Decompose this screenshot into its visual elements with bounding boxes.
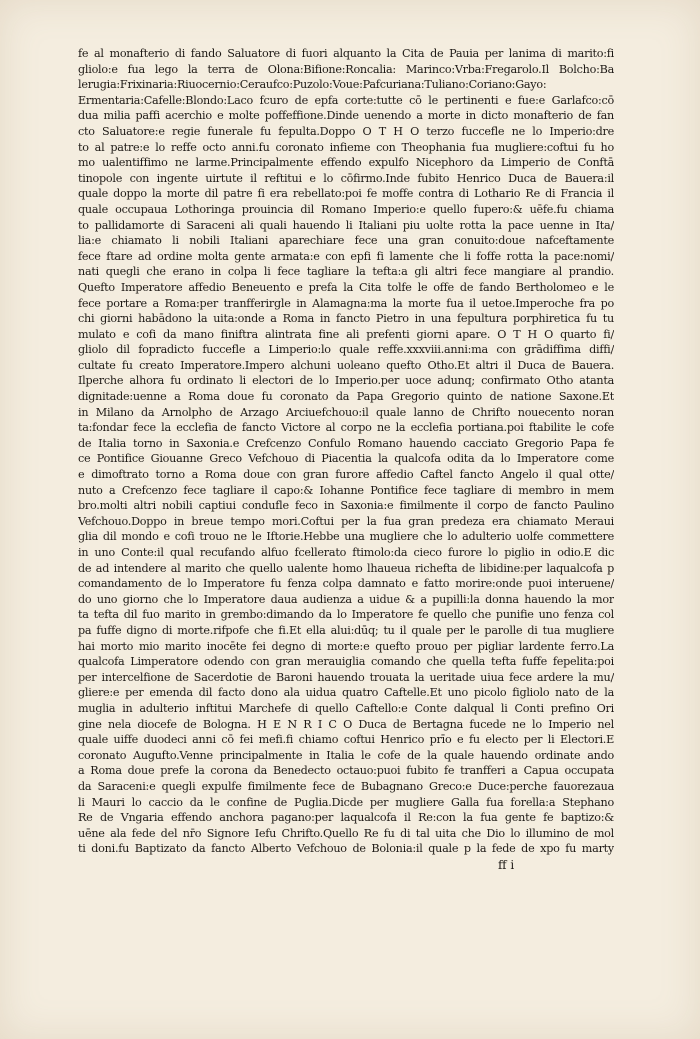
text-line: dignitade:uenne a Roma doue fu coronato da Papa Gregorio quinto de natione Saxone.Et <box>78 390 614 404</box>
text-line: to pallidamorte di Saraceni ali quali hauendo li Italiani piu uolte rotta la pace uenne in Ita/ <box>78 218 614 232</box>
text-line: in uno Conte:il qual recufando alfuo fcellerato ftimolo:da cieco furore lo piglio in odio.E dic <box>78 546 614 559</box>
text-line: de Italia torno in Saxonia.e Crefcenzo Confulo Romano hauendo cacciato Gregorio Papa fe <box>78 436 614 450</box>
text-line: fece portare a Roma:per tranfferirgle in Alamagna:ma la morte fua il uetoe.Imperoche fra po <box>78 296 614 310</box>
text-line: da Saraceni:e quegli expulfe fimilmente fece de Bubagnano Greco:e Duce:perche fauorezaua <box>78 779 614 793</box>
text-line: in Milano da Arnolpho de Arzago Arciuefchouo:il quale lanno de Chrifto nouecento noran <box>78 405 614 419</box>
text-line: gliolo dil fopradicto fuccefle a Limperio:lo quale reffe.xxxviii.anni:ma con grādiffima diffi/ <box>78 343 614 357</box>
text-line: gine nela diocefe de Bologna. H E N R I C O Duca de Bertagna fucede ne lo Imperio nel <box>78 717 614 731</box>
text-line: gliere:e per emenda dil facto dono ala uidua quatro Caftelle.Et uno picolo figliolo nato de la <box>78 686 614 700</box>
text-line: qualcofa Limperatore odendo con gran merauiglia comando che quella tefta fuffe fepelita:poi <box>78 655 614 669</box>
text-block <box>78 46 614 857</box>
text-line: ce Pontifice Giouanne Greco Vefchouo di Piacentia la qualcofa odita da lo Imperatore come <box>78 452 614 466</box>
text-line: tinopole con ingente uirtute il reftitui e lo cōfirmo.Inde fubito Henrico Duca de Bauera:il <box>78 171 614 185</box>
text-line: nuto a Crefcenzo fece tagliare il capo:& Iohanne Pontifice fece tagliare di membro in mem <box>78 483 614 497</box>
text-line: Vefchouo.Doppo in breue tempo mori.Coftui per la fua gran predeza era chiamato Meraui <box>78 514 614 528</box>
text-line: ta tefta dil fuo marito in grembo:dimando da lo Imperatore fe quello che punifie uno fenza col <box>78 608 614 622</box>
text-line: Quefto Imperatore affedio Beneuento e prefa la Cita tolfe le offe de fando Bertholomeo e le <box>78 280 614 294</box>
text-line: fece ftare ad ordine molta gente armata:e con epfi fi lamente che li foffe rotta la pace:nomi/ <box>78 249 614 263</box>
text-line: mo ualentiffimo ne larme.Principalmente effendo expulfo Nicephoro da Limperio de Conftā <box>78 156 614 170</box>
text-line: per intercelfione de Sacerdotie de Baroni hauendo trouata la ueritade uiua fece ardere la mu/ <box>78 670 614 684</box>
text-line: nati quegli che erano in colpa li fece tagliare la tefta:a gli altri fece mangiare al prandio. <box>78 265 614 279</box>
text-line: muglia in adulterio inftitui Marchefe di quello Caftello:e Conte dalqual li Conti prefino Ori <box>78 701 614 715</box>
text-line: glia dil mondo e cofi trouo ne le Iftorie.Hebbe una mugliere che lo adulterio uolfe commettere <box>78 530 614 544</box>
text-line: quale occupaua Lothoringa prouincia dil Romano Imperio:e quello fupero:& uēfe.fu chiama <box>78 202 614 216</box>
text-line: e dimoftrato torno a Roma doue con gran furore affedio Caftel fancto Angelo il qual otte/ <box>78 468 614 482</box>
text-line: lia:e chiamato li nobili Italiani aparechiare fece una gran conuito:doue nafceftamente <box>78 234 614 248</box>
text-line: cultate fu creato Imperatore.Impero alchuni uoleano quefto Otho.Et altri il Duca de Bauera. <box>78 358 614 372</box>
text-line: Ermentaria:Cafelle:Blondo:Laco fcuro de epfa corte:tutte cō le pertinenti e fue:e Garlafco:cō <box>78 93 614 107</box>
text-line: pa fuffe digno di morte.rifpofe che fi.Et ella alui:dūq; tu il quale per le parolle di tua mugliere <box>78 623 614 637</box>
text-line: comandamento de lo Imperatore fu fenza colpa damnato e fatto morire:onde puoi interuene/ <box>78 577 614 591</box>
text-line: a Roma doue prefe la corona da Benedecto octauo:puoi fubito fe tranfferi a Capua occupata <box>78 764 614 778</box>
text-line: do uno giorno che lo Imperatore daua audienza a uidue & a pupilli:la donna hauendo la mor <box>78 592 614 606</box>
text-line: li Mauri lo caccio da le confine de Puglia.Dicde per mugliere Galla fua forella:a Stephano <box>78 795 614 809</box>
text-line: coronato Augufto.Venne principalmente in Italia le cofe de la quale hauendo ordinate ando <box>78 748 614 762</box>
text-line: Re de Vngaria effendo anchora pagano:per laqualcofa il Re:con la fua gente fe baptizo:& <box>78 811 614 825</box>
text-line: fe al monafterio di fando Saluatore di fuori alquanto la Cita de Pauia per lanima di marito:fi <box>78 47 614 60</box>
text-line: lerugia:Frixinaria:Riuocernio:Ceraufco:Puzolo:Voue:Pafcuriana:Tuliano:Coriano:Gayo: <box>78 78 547 92</box>
text-line: bro.molti altri nobili captiui condufle feco in Saxonia:e fimilmente il corpo de fancto Paulino <box>78 499 614 513</box>
signature-mark: ff i <box>498 858 515 872</box>
text-line: mulato e cofi da mano finiftra alintrata fine ali prefenti giorni apare. O T H O quarto fi/ <box>78 327 614 341</box>
text-line: chi giorni habādono la uita:onde a Roma in fancto Pietro in una fepultura porphiretica fu tu <box>78 312 614 326</box>
text-line: to al patre:e lo reffe octo anni.fu coronato infieme con Theophania fua mugliere:coftui fu ho <box>78 140 614 154</box>
text-line: uēne ala fede del nr̄o Signore Iefu Chrifto.Quello Re fu di tal uita che Dio lo illumino de mol <box>78 826 614 840</box>
text-line: Ilperche alhora fu ordinato li electori de lo Imperio.per uoce adunq; confirmato Otho atanta <box>78 374 614 388</box>
text-line: gliolo:e fua lego la terra de Olona:Bifione:Roncalia: Marinco:Vrba:Fregarolo.Il Bolcho:Ba <box>78 62 614 76</box>
text-line: hai morto mio marito inocēte fei degno di morte:e quefto prouo per pigliar lardente ferro.La <box>78 639 614 653</box>
text-line: quale doppo la morte dil patre fi era rebellato:poi fe moffe contra di Lothario Re di Francia il <box>78 187 614 201</box>
text-line: ta:fondar fece la ecclefia de fancto Victore al corpo ne la ecclefia portiana.poi ftabilite le cofe <box>78 421 614 435</box>
text-line: cto Saluatore:e regie funerale fu fepulta.Doppo O T H O terzo fuccefle ne lo Imperio:dre <box>78 124 614 138</box>
text-line: dua milia paffi acerchio e molte poffeffione.Dinde uenendo a morte in dicto monafterio de fan <box>78 109 614 123</box>
text-line: de ad intendere al marito che quello ualente homo lhaueua richefta de libidine:per laqualcofa p <box>78 561 614 575</box>
text-line: ti doni.fu Baptizato da fancto Alberto Vefchouo de Bolonia:il quale p la fede de xpo fu marty <box>78 842 614 856</box>
text-line: quale uiffe duodeci anni cō fei mefi.fi chiamo coftui Henrico prīo e fu electo per li Electori.E <box>78 733 614 747</box>
